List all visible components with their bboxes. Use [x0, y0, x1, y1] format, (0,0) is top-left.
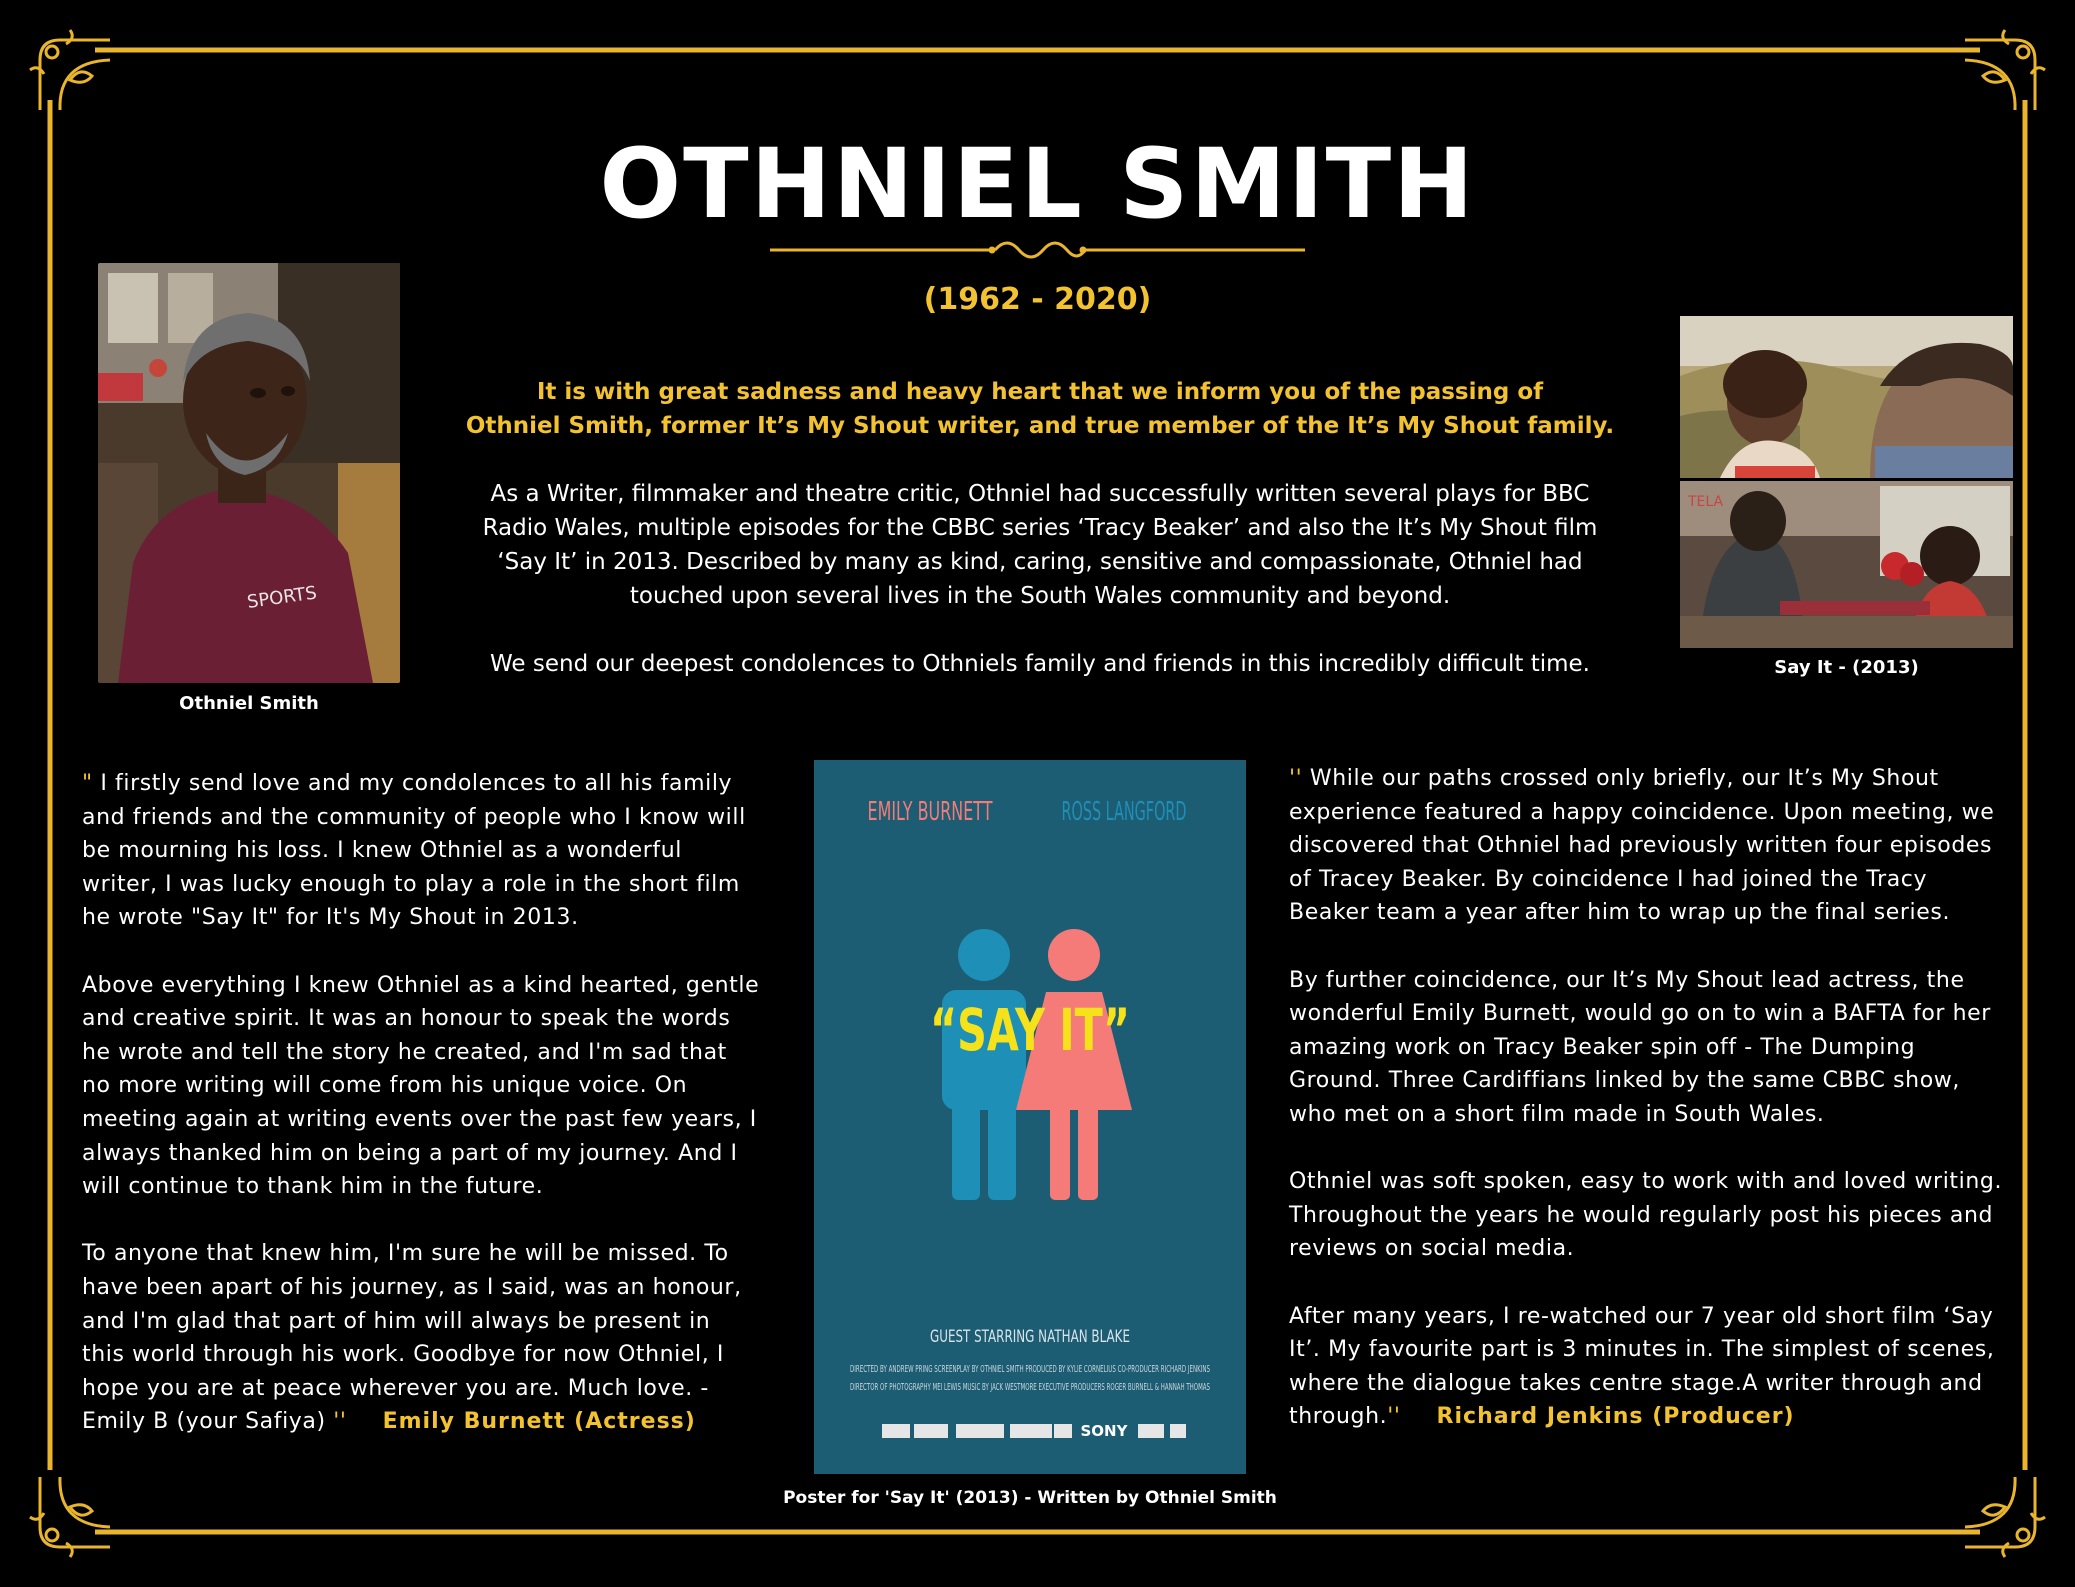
othniel-smith-photo	[98, 263, 400, 683]
richard-jenkins-quote	[1289, 762, 2029, 1434]
quote-line: Ground. Three Cardiffians linked by the same CBBC show,	[1289, 1068, 1960, 1094]
corner-ornament-icon	[1965, 30, 2045, 110]
quote-line: through.	[1289, 1404, 1388, 1430]
cafe-sign-text: TELA	[1688, 494, 1724, 510]
quote-attribution: Emily Burnett (Actress)	[382, 1409, 696, 1435]
corner-ornament-icon	[30, 30, 110, 110]
emily-burnett-quote	[82, 767, 802, 1439]
intro-body-line: ‘Say It’ in 2013. Described by many as kind, caring, sensitive and compassionate, Othniel had	[497, 549, 1583, 575]
life-dates: (1962 - 2020)	[923, 282, 1152, 317]
condolence-text: We send our deepest condolences to Othniels family and friends in this incredibly difficult time.	[490, 651, 1590, 677]
shirt-text: SPORTS	[245, 582, 319, 613]
quote-attribution: Richard Jenkins (Producer)	[1436, 1404, 1795, 1430]
right-photo-caption: Say It - (2013)	[1774, 657, 1919, 678]
page-title: OTHNIEL SMITH	[599, 128, 1476, 240]
quote-line: who met on a short film made in South Wales.	[1289, 1101, 1825, 1127]
quote-line: this world through his work. Goodbye for now Othniel, I	[82, 1342, 725, 1368]
quote-line: always thanked him on being a part of my journey. And I	[82, 1140, 738, 1166]
poster-guest-star: GUEST STARRING NATHAN BLAKE	[930, 1327, 1130, 1347]
quote-line: To anyone that knew him, I'm sure he will be missed. To	[82, 1241, 729, 1267]
quote-line: While our paths crossed only briefly, our It’s My Shout	[1302, 766, 1939, 791]
corner-ornament-icon	[1965, 1477, 2045, 1557]
quote-line: no more writing will come from his unique voice. On	[82, 1073, 688, 1099]
quote-line: and friends and the community of people who I know will	[82, 804, 746, 830]
quote-line: wonderful Emily Burnett, would go on to win a BAFTA for her	[1289, 1001, 1991, 1027]
close-quote-mark: ''	[1387, 1404, 1401, 1430]
intro-section	[430, 375, 1650, 681]
quote-line: hope you are at peace wherever you are. Much love. -	[82, 1375, 709, 1401]
intro-body	[430, 477, 1650, 613]
title-divider	[770, 243, 1305, 257]
quote-line: reviews on social media.	[1289, 1236, 1575, 1262]
poster-credits: DIRECTOR OF PHOTOGRAPHY MEI LEWIS MUSIC BY JACK WESTMORE EXECUTIVE PRODUCERS ROGER BURNELL & HANNAH THOMAS	[850, 1382, 1210, 1393]
quote-line: have been apart of his journey, as I said, was an honour,	[82, 1274, 742, 1300]
quote-line: Beaker team a year after him to wrap up the final series.	[1289, 900, 1951, 926]
quote-line: It’. My favourite part is 3 minutes in. The simplest of scenes,	[1289, 1337, 1995, 1363]
quote-line: be mourning his loss. I knew Othniel as a wonderful	[82, 838, 682, 864]
quote-line: he wrote and tell the story he created, and I'm sad that	[82, 1039, 727, 1065]
left-photo-caption: Othniel Smith	[179, 693, 319, 714]
quote-line: Throughout the years he would regularly post his pieces and	[1289, 1202, 1994, 1228]
quote-line: of Tracey Beaker. By coincidence I had joined the Tracy	[1289, 866, 1928, 892]
poster-caption: Poster for 'Say It' (2013) - Written by Othniel Smith	[783, 1488, 1277, 1508]
quote-line: Othniel was soft spoken, easy to work with and loved writing.	[1289, 1169, 2003, 1195]
intro-body-line: As a Writer, filmmaker and theatre critic, Othniel had successfully written several plays for BBC	[490, 481, 1590, 507]
open-quote-mark: "	[82, 771, 93, 796]
quote-line: Above everything I knew Othniel as a kind hearted, gentle	[82, 972, 760, 998]
quote-line: will continue to thank him in the future.	[82, 1174, 544, 1200]
sponsor-sony: SONY	[1080, 1422, 1128, 1440]
sponsor-logos	[882, 1422, 1186, 1440]
quote-line: discovered that Othniel had previously written four episodes	[1289, 833, 1993, 859]
say-it-poster	[814, 760, 1246, 1474]
intro-lead-line: Othniel Smith, former It’s My Shout writer, and true member of the It’s My Shout family.	[465, 413, 1615, 439]
intro-body-line: Radio Wales, multiple episodes for the CBBC series ‘Tracy Beaker’ and also the It’s My Shout film	[482, 515, 1598, 541]
close-quote-mark: ''	[333, 1409, 347, 1435]
quote-line: meeting again at writing events over the past few years, I	[82, 1106, 757, 1132]
intro-body-line: touched upon several lives in the South Wales community and beyond.	[629, 583, 1451, 609]
poster-film-title: “SAY IT”	[930, 996, 1130, 1064]
intro-lead	[430, 375, 1650, 443]
quote-line: Emily B (your Safiya)	[82, 1409, 334, 1435]
quote-line: where the dialogue takes centre stage.A writer through and	[1289, 1370, 1983, 1396]
poster-actor-1: EMILY BURNETT	[867, 797, 993, 827]
poster-actor-2: ROSS LANGFORD	[1061, 797, 1187, 827]
say-it-stills	[1680, 316, 2013, 648]
quote-line: writer, I was lucky enough to play a role in the short film	[82, 871, 740, 897]
quote-line: experience featured a happy coincidence. Upon meeting, we	[1289, 799, 1995, 825]
quote-line: By further coincidence, our It’s My Shout lead actress, the	[1289, 967, 1965, 993]
open-quote-mark: ''	[1289, 766, 1303, 791]
quote-line: and creative spirit. It was an honour to speak the words	[82, 1006, 731, 1032]
quote-line: After many years, I re-watched our 7 year old short film ‘Say	[1289, 1303, 1994, 1329]
poster-credits: DIRECTED BY ANDREW PRING SCREENPLAY BY OTHNIEL SMITH PRODUCED BY KYLIE CORNELIUS CO-PRODUCER RICHARD JENKINS	[850, 1364, 1210, 1375]
quote-line: he wrote "Say It" for It's My Shout in 2013.	[82, 905, 579, 931]
quote-line: amazing work on Tracy Beaker spin off - The Dumping	[1289, 1034, 1916, 1060]
quote-line: I firstly send love and my condolences to all his family	[92, 771, 733, 796]
intro-lead-line: It is with great sadness and heavy heart that we inform you of the passing of	[536, 379, 1544, 405]
quote-line: and I'm glad that part of him will always be present in	[82, 1308, 711, 1334]
corner-ornament-icon	[30, 1477, 110, 1557]
